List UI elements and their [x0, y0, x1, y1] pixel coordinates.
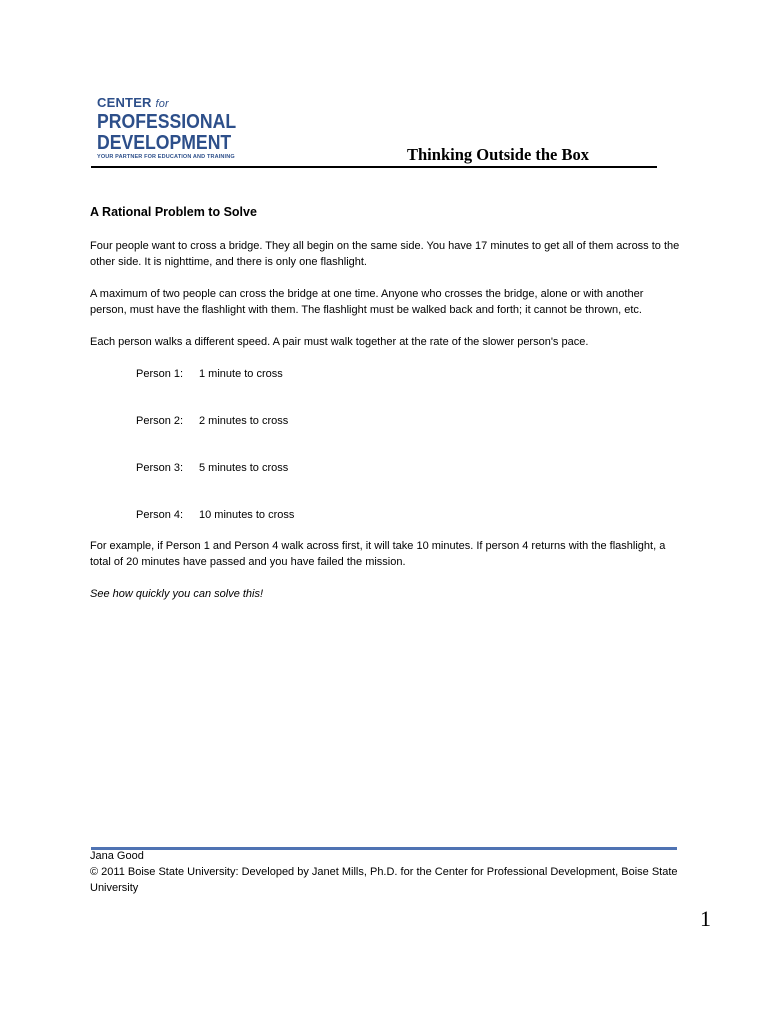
- person-label: Person 3:: [136, 462, 184, 474]
- person-label: Person 4:: [136, 509, 184, 521]
- person-row: [136, 366, 680, 413]
- logo-development-text: DEVELOPMENT: [97, 131, 232, 154]
- title-underline-rule: [91, 166, 657, 168]
- paragraph-rules: A maximum of two people can cross the bridge at one time. Anyone who crosses the bridge, alone or with another person, must have the flashlight with them. The flashlight must be walked back and forth; it cannot be thrown, etc.: [90, 288, 644, 316]
- document-body: [90, 204, 680, 618]
- page-number: 1: [700, 906, 711, 931]
- person-time: 5 minutes to cross: [199, 462, 289, 474]
- footer-author: Jana Good: [90, 850, 144, 862]
- paragraph-example: For example, if Person 1 and Person 4 walk across first, it will take 10 minutes. If person 4 returns with the flashlight, a total of 20 minutes have passed and you have failed the mission.: [90, 540, 666, 568]
- logo-center-text: CENTER: [97, 95, 152, 110]
- person-row: [136, 460, 680, 507]
- page-footer: [90, 848, 690, 896]
- logo-for-text: for: [155, 98, 169, 110]
- logo-tagline: YOUR PARTNER FOR EDUCATION AND TRAINING: [97, 154, 235, 160]
- paragraph-speed: Each person walks a different speed. A pair must walk together at the rate of the slower person's pace.: [90, 336, 589, 348]
- person-label: Person 1:: [136, 368, 184, 380]
- document-title: Thinking Outside the Box: [407, 145, 590, 164]
- person-list: [136, 366, 680, 538]
- person-row: [136, 507, 680, 538]
- center-for-professional-development-logo: [97, 96, 247, 160]
- problem-heading: A Rational Problem to Solve: [90, 205, 257, 219]
- person-time: 10 minutes to cross: [199, 509, 295, 521]
- person-row: [136, 413, 680, 460]
- footer-copyright: © 2011 Boise State University: Developed by Janet Mills, Ph.D. for the Center for Professional Development, Boise State University: [90, 866, 678, 894]
- person-time: 1 minute to cross: [199, 368, 283, 380]
- person-time: 2 minutes to cross: [199, 415, 289, 427]
- paragraph-intro: Four people want to cross a bridge. They all begin on the same side. You have 17 minutes to get all of them across to the other side. It is nighttime, and there is only one flashlight.: [90, 240, 680, 268]
- logo-professional-text: PROFESSIONAL: [97, 110, 237, 133]
- closing-prompt: See how quickly you can solve this!: [90, 588, 264, 600]
- person-label: Person 2:: [136, 415, 184, 427]
